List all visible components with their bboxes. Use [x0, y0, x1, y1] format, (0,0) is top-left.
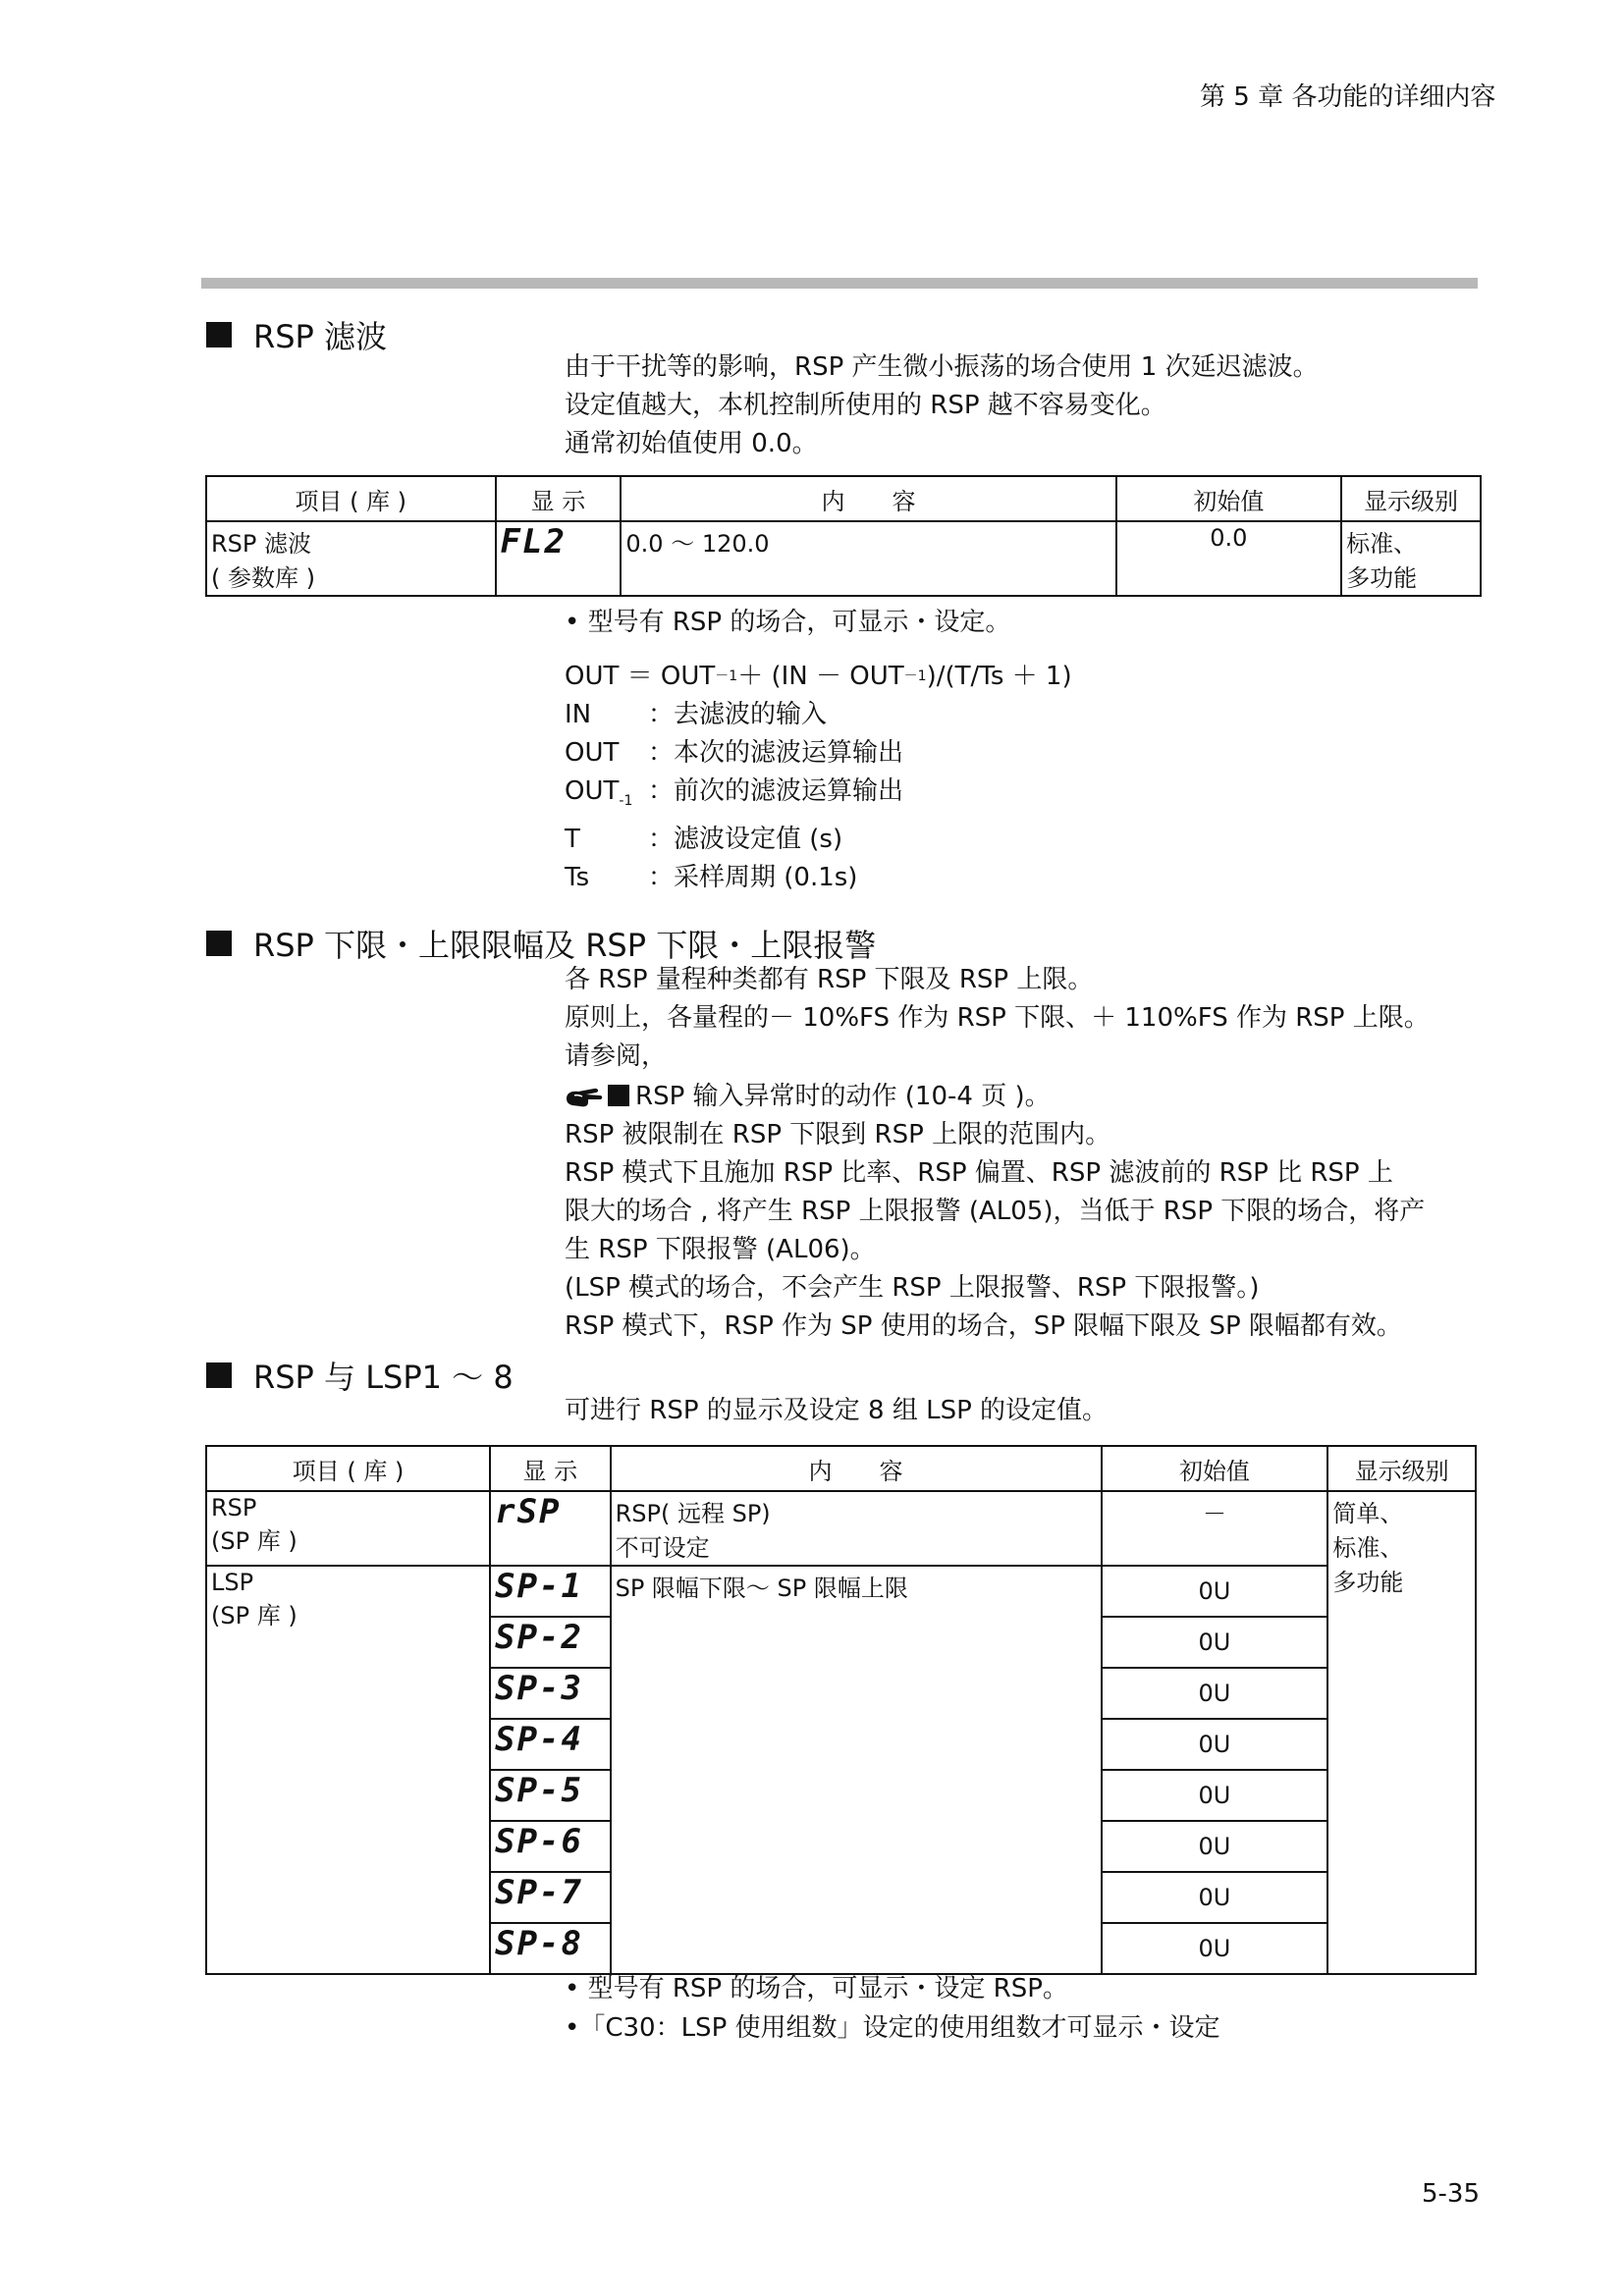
section-title-rsp-lsp	[206, 1353, 514, 1398]
level-line: 标准、	[1346, 530, 1418, 558]
paragraph-line: 生 RSP 下限报警 (AL06)。	[565, 1235, 876, 1264]
section-title-text: RSP 下限・上限限幅及 RSP 下限・上限报警	[253, 927, 877, 964]
def-desc: ：本次的滤波运算输出	[648, 738, 904, 768]
section-title-text: RSP 滤波	[253, 318, 388, 355]
section2-body	[565, 1116, 1425, 1346]
chapter-header: 第 5 章 各功能的详细内容	[1200, 82, 1496, 112]
item-name: RSP	[211, 1494, 257, 1522]
paragraph-line: 限大的场合 , 将产生 RSP 上限报警 (AL05)，当低于 RSP 下限的场合，将产	[565, 1197, 1426, 1226]
section-divider	[201, 278, 1478, 289]
reference-line[interactable]	[565, 1078, 1430, 1116]
paragraph-line: RSP 被限制在 RSP 下限到 RSP 上限的范围内。	[565, 1120, 1111, 1149]
note-line: •「C30：LSP 使用组数」设定的使用组数才可显示・设定	[565, 2013, 1220, 2043]
item-cell	[206, 1566, 490, 1974]
reference-text: RSP 输入异常时的动作 (10-4 页 )。	[635, 1082, 1051, 1111]
level-cell	[1327, 1491, 1476, 1974]
item-name: RSP 滤波	[211, 530, 312, 558]
paragraph-line: 由于干扰等的影响，RSP 产生微小振荡的场合使用 1 次延迟滤波。	[565, 352, 1319, 382]
item-cell	[206, 521, 496, 596]
pointing-hand-icon	[565, 1085, 604, 1110]
item-cell	[206, 1491, 490, 1566]
formula-def	[565, 859, 1072, 897]
square-bullet-icon	[608, 1085, 629, 1106]
initial-cell: －	[1102, 1491, 1328, 1566]
formula-def	[565, 773, 1072, 821]
content-line: 不可设定	[615, 1534, 710, 1562]
display-code: SP-1	[495, 1567, 583, 1606]
col-header-item: 项目 ( 库 )	[206, 1446, 490, 1491]
display-code: SP-3	[495, 1669, 583, 1708]
display-cell	[490, 1566, 610, 1617]
paragraph-line: 通常初始值使用 0.0。	[565, 429, 818, 458]
display-cell	[490, 1719, 610, 1770]
display-cell	[490, 1872, 610, 1923]
col-header-display: 显 示	[490, 1446, 610, 1491]
def-desc: ：去滤波的输入	[648, 700, 828, 729]
initial-cell: 0U	[1102, 1719, 1328, 1770]
def-desc: ：滤波设定值 (s)	[648, 825, 843, 855]
section-title-text: RSP 与 LSP1 ～ 8	[253, 1359, 514, 1396]
initial-cell: 0U	[1102, 1617, 1328, 1668]
col-header-level: 显示级别	[1327, 1446, 1476, 1491]
level-line: 多功能	[1346, 564, 1418, 592]
level-line: 标准、	[1332, 1534, 1404, 1562]
display-code: FL2	[500, 522, 567, 561]
item-name: LSP	[211, 1569, 254, 1596]
display-code: SP-5	[495, 1771, 583, 1810]
item-bank: (SP 库 )	[211, 1602, 298, 1629]
display-code: SP-2	[495, 1618, 583, 1657]
def-symbol: T	[565, 825, 580, 855]
level-line: 简单、	[1332, 1500, 1404, 1527]
content-line: RSP( 远程 SP)	[615, 1500, 771, 1527]
def-symbol	[565, 773, 648, 821]
initial-cell: 0U	[1102, 1923, 1328, 1974]
col-header-initial: 初始值	[1116, 476, 1342, 521]
col-header-level: 显示级别	[1341, 476, 1481, 521]
rsp-filter-note: • 型号有 RSP 的场合，可显示・设定。	[565, 608, 1011, 637]
display-code: SP-8	[495, 1924, 583, 1963]
content-cell: SP 限幅下限～ SP 限幅上限	[611, 1566, 1102, 1974]
table-header-row	[206, 1446, 1476, 1491]
table-row	[206, 521, 1481, 596]
display-cell	[490, 1770, 610, 1821]
def-symbol: IN	[565, 700, 592, 729]
col-header-initial: 初始值	[1102, 1446, 1328, 1491]
col-header-display: 显 示	[496, 476, 622, 521]
formula-def	[565, 734, 1072, 773]
rsp-filter-table	[205, 475, 1482, 597]
paragraph-line: 设定值越大，本机控制所使用的 RSP 越不容易变化。	[565, 391, 1166, 420]
filter-formula	[565, 658, 1072, 897]
display-cell	[496, 521, 622, 596]
section3-notes	[565, 1969, 1220, 2048]
initial-cell: 0U	[1102, 1566, 1328, 1617]
display-cell	[490, 1668, 610, 1719]
formula-main	[565, 658, 1072, 696]
item-bank: ( 参数库 )	[211, 564, 315, 592]
level-line: 多功能	[1332, 1569, 1404, 1596]
section-title-rsp-filter	[206, 312, 387, 357]
col-header-content: 内 容	[621, 476, 1115, 521]
def-symbol: Ts	[565, 863, 590, 893]
section3-paragraph	[565, 1392, 1108, 1430]
paragraph-line: 请参阅，	[565, 1041, 668, 1071]
content-cell: 0.0 ～ 120.0	[621, 521, 1115, 596]
paragraph-line: 可进行 RSP 的显示及设定 8 组 LSP 的设定值。	[565, 1396, 1109, 1425]
paragraph-line: RSP 模式下且施加 RSP 比率、RSP 偏置、RSP 滤波前的 RSP 比 RSP 上	[565, 1158, 1393, 1188]
initial-cell: 0U	[1102, 1821, 1328, 1872]
display-code: SP-7	[495, 1873, 583, 1912]
display-cell	[490, 1821, 610, 1872]
display-cell	[490, 1617, 610, 1668]
initial-cell: 0U	[1102, 1770, 1328, 1821]
formula-part: ＋ (IN － OUT	[737, 662, 904, 691]
def-symbol-text: OUT	[565, 776, 620, 806]
section-title-rsp-limits	[206, 921, 876, 966]
col-header-content: 内 容	[611, 1446, 1102, 1491]
initial-cell: 0U	[1102, 1872, 1328, 1923]
def-desc: ：前次的滤波运算输出	[648, 776, 904, 806]
paragraph-line: RSP 模式下，RSP 作为 SP 使用的场合，SP 限幅下限及 SP 限幅都有效。	[565, 1311, 1402, 1341]
initial-cell: 0U	[1102, 1668, 1328, 1719]
note-line: • 型号有 RSP 的场合，可显示・设定 RSP。	[565, 1974, 1068, 2003]
rsp-lsp-table	[205, 1445, 1477, 1975]
table-row-rsp	[206, 1491, 1476, 1566]
page-number: 5-35	[1422, 2179, 1481, 2209]
level-cell	[1341, 521, 1481, 596]
display-code: SP-4	[495, 1720, 583, 1759]
initial-cell: 0.0	[1116, 521, 1342, 596]
table-header-row	[206, 476, 1481, 521]
content-cell	[611, 1491, 1102, 1566]
formula-def	[565, 821, 1072, 859]
def-subscript: -1	[619, 793, 633, 810]
formula-subscript: －1	[903, 668, 927, 684]
formula-part: OUT ＝ OUT	[565, 662, 716, 691]
display-cell	[490, 1491, 610, 1566]
item-bank: (SP 库 )	[211, 1527, 298, 1555]
def-desc: ：采样周期 (0.1s)	[648, 863, 858, 893]
paragraph-line: 原则上，各量程的－ 10%FS 作为 RSP 下限、＋ 110%FS 作为 RSP 上限。	[565, 1003, 1430, 1033]
table-row-lsp	[206, 1566, 1476, 1617]
section1-paragraphs	[565, 348, 1319, 463]
section2-paragraphs	[565, 961, 1430, 1116]
display-code: SP-6	[495, 1822, 583, 1861]
paragraph-line: 各 RSP 量程种类都有 RSP 下限及 RSP 上限。	[565, 965, 1094, 994]
display-code: rSP	[495, 1492, 562, 1531]
paragraph-line: (LSP 模式的场合，不会产生 RSP 上限报警、RSP 下限报警。)	[565, 1273, 1260, 1303]
square-bullet-icon	[206, 931, 232, 956]
display-cell	[490, 1923, 610, 1974]
formula-def	[565, 696, 1072, 734]
col-header-item: 项目 ( 库 )	[206, 476, 496, 521]
square-bullet-icon	[206, 322, 232, 347]
square-bullet-icon	[206, 1362, 232, 1388]
formula-subscript: －1	[715, 668, 738, 684]
formula-part: )/(T/Ts ＋ 1)	[926, 662, 1072, 691]
def-symbol: OUT	[565, 738, 620, 768]
